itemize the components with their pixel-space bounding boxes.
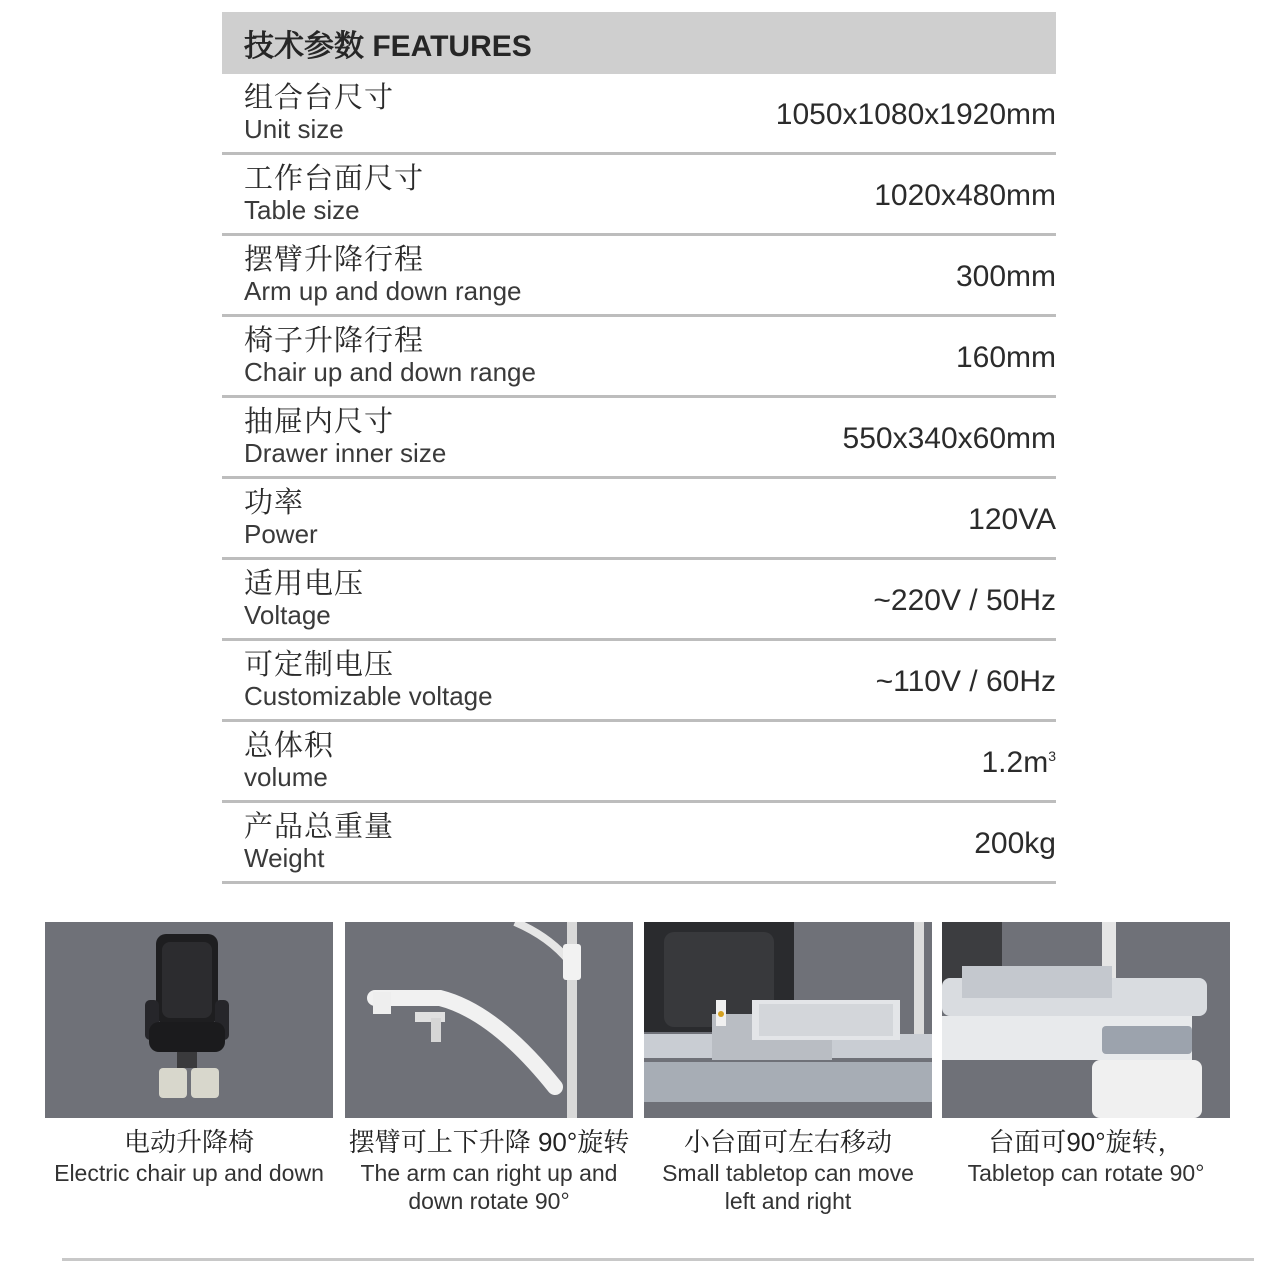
spec-value: 160mm: [955, 341, 1056, 374]
spec-row-unit-size: [222, 74, 1056, 155]
spec-label-en: Chair up and down range: [244, 356, 536, 387]
spec-label-cn: 工作台面尺寸: [244, 163, 425, 196]
spec-label-en: Drawer inner size: [244, 437, 447, 468]
feature-title-en: Electric chair up and down: [54, 1159, 324, 1186]
spec-row-chair-range: [222, 317, 1056, 398]
spec-label-cn: 椅子升降行程: [244, 325, 425, 358]
chair-photo: [45, 922, 333, 1118]
spec-value: ~220V / 50Hz: [873, 584, 1056, 617]
feature-title-cn: 电动升降椅: [123, 1127, 254, 1157]
spec-label-en: Customizable voltage: [244, 680, 493, 711]
spec-row-arm-range: [222, 236, 1056, 317]
spec-label-en: Table size: [244, 194, 360, 225]
feature-small-tabletop: [644, 922, 932, 1216]
feature-title-en: Tabletop can rotate 90°: [967, 1159, 1205, 1186]
spec-table: [222, 12, 1056, 884]
spec-value-superscript: 3: [1048, 748, 1056, 764]
spec-label-cn: 总体积: [244, 730, 335, 763]
feature-title-cn: 台面可90°旋转，: [988, 1127, 1184, 1157]
spec-label-cn: 适用电压: [244, 568, 365, 601]
spec-value: 1050x1080x1920mm: [775, 98, 1056, 131]
feature-swing-arm: [345, 922, 633, 1216]
feature-gallery: [45, 922, 1230, 1252]
spec-table-header: 技术参数 FEATURES: [222, 12, 1056, 74]
spec-label-en: Voltage: [244, 599, 331, 630]
spec-row-drawer-size: [222, 398, 1056, 479]
spec-value: 300mm: [955, 260, 1056, 293]
spec-row-weight: [222, 803, 1056, 884]
spec-value: 120VA: [968, 503, 1056, 536]
spec-label-cn: 产品总重量: [244, 811, 395, 844]
spec-label-en: volume: [244, 761, 328, 792]
feature-title-cn: 小台面可左右移动: [683, 1127, 892, 1157]
feature-title-en: The arm can right up and down rotate 90°: [360, 1159, 618, 1215]
spec-label-cn: 摆臂升降行程: [244, 244, 425, 277]
feature-electric-chair: [45, 922, 333, 1187]
spec-label-cn: 抽屉内尺寸: [244, 406, 395, 439]
feature-title-cn: 摆臂可上下升降 90°旋转: [348, 1127, 630, 1157]
spec-value: 1020x480mm: [874, 179, 1056, 212]
spec-row-table-size: [222, 155, 1056, 236]
spec-label-en: Unit size: [244, 113, 344, 144]
spec-value-number: 1.2m: [981, 746, 1049, 779]
spec-row-voltage: [222, 560, 1056, 641]
spec-label-en: Power: [244, 518, 318, 549]
spec-label-cn: 可定制电压: [244, 649, 395, 682]
spec-label-cn: 功率: [244, 487, 305, 520]
arm-photo: [345, 922, 633, 1118]
spec-row-power: [222, 479, 1056, 560]
tabletop-rotate-photo: [942, 922, 1230, 1118]
spec-label-en: Weight: [244, 842, 325, 873]
spec-row-custom-voltage: [222, 641, 1056, 722]
bottom-divider: [62, 1258, 1254, 1261]
spec-value: [982, 742, 1057, 780]
spec-row-volume: [222, 722, 1056, 803]
spec-value: 550x340x60mm: [842, 422, 1056, 455]
spec-label-cn: 组合台尺寸: [244, 82, 395, 115]
feature-tabletop-rotate: [942, 922, 1230, 1187]
small-tabletop-photo: [644, 922, 932, 1118]
feature-title-en: Small tabletop can move left and right: [662, 1159, 914, 1215]
spec-value: 200kg: [974, 827, 1056, 860]
spec-value: ~110V / 60Hz: [875, 665, 1056, 698]
spec-label-en: Arm up and down range: [244, 275, 522, 306]
